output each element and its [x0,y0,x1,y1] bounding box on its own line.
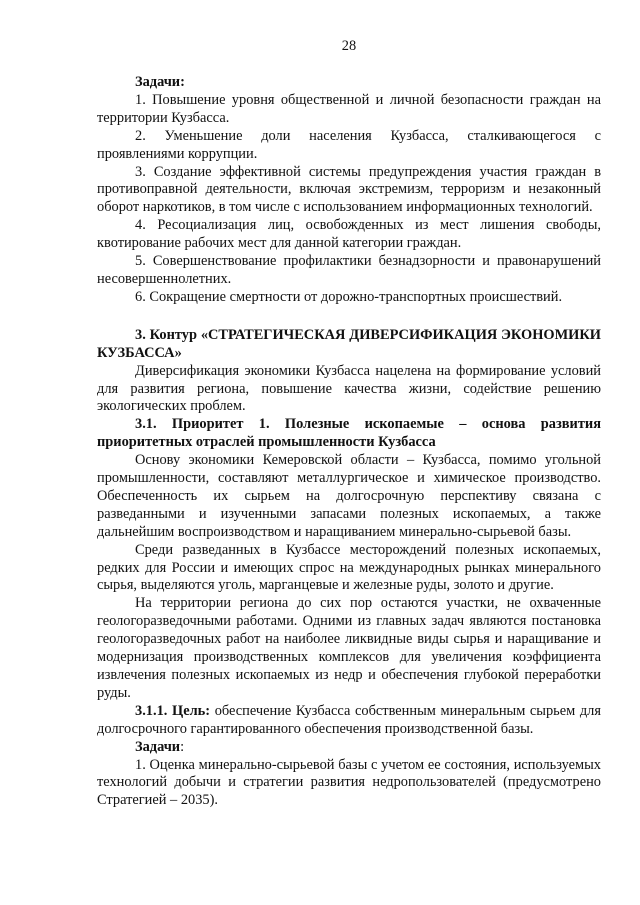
task-item-4: 4. Ресоциализация лиц, освобожденных из мест лишения свободы, квотирование рабочих мест для данной категории граждан. [97,217,601,252]
section-3-1-heading: 3.1. Приоритет 1. Полезные ископаемые – основа развития приоритетных отраслей промышленности Кузбасса [97,416,601,451]
task-item-2: 2. Уменьшение доли населения Кузбасса, сталкивающегося с проявлениями коррупции. [97,127,601,162]
task-item-1: 1. Повышение уровня общественной и личной безопасности граждан на территории Кузбасса. [97,91,601,126]
tasks-heading: Задачи: [135,74,185,90]
section-3-1-paragraph-3: На территории региона до сих пор остаются участки, не охваченные геологоразведочными работами. Одними из главных задач являются постановка геологоразведочных работ на наиболее ликвидные виды сырья и наращивание и модернизация производственных комплексов для увеличения коэффициента извлечения полезных ископаемых из недр и обеспечения глубокой переработки руды. [97,595,601,701]
goal-text: обеспечение Кузбасса собственным минеральным сырьем для долгосрочного гарантированного обеспечения производственной базы. [97,702,601,737]
task-item-3: 3. Создание эффективной системы предупреждения участия граждан в противоправной деятельности, включая экстремизм, терроризм и незаконный оборот наркотиков, в том числе с использованием информационных технологий. [97,163,601,216]
section-3-1-1-task-1: 1. Оценка минерально-сырьевой базы с учетом ее состояния, используемых технологий добычи и стратегии развития недропользователей (предусмотрено Стратегией – 2035). [97,756,601,809]
document-body [97,74,601,810]
goal-label: 3.1.1. Цель: [135,702,211,719]
task-item-5: 5. Совершенствование профилактики безнадзорности и правонарушений несовершеннолетних. [97,253,601,287]
section-3-1-paragraph-1: Основу экономики Кемеровской области – Кузбасса, помимо угольной промышленности, составляют металлургическое и химическое производство. Обеспеченность их сырьем на долгосрочную перспективу связана с разведанными и изученными запасами полезных ископаемых, а также дальнейшим воспроизводством и наращиванием минерально-сырьевой базы. [97,452,601,540]
section-3-1-1-goal [97,703,601,739]
section-3-1-paragraph-2: Среди разведанных в Кузбассе месторождений полезных ископаемых, редких для России и имеющих спрос на международных рынках минерального сырья, выделяются уголь, марганцевые и железные руды, золото и другие. [97,541,601,594]
task-item-6: 6. Сокращение смертности от дорожно-транспортных происшествий. [135,288,563,305]
section-3-intro: Диверсификация экономики Кузбасса нацелена на формирование условий для развития региона, повышение качества жизни, содействие решению экологических проблем. [97,362,601,415]
section-3-1-1-tasks-heading: Задачи: [135,738,185,755]
page-number: 28 [341,38,357,54]
section-3-heading: 3. Контур «СТРАТЕГИЧЕСКАЯ ДИВЕРСИФИКАЦИЯ ЭКОНОМИКИ КУЗБАССА» [97,326,601,361]
